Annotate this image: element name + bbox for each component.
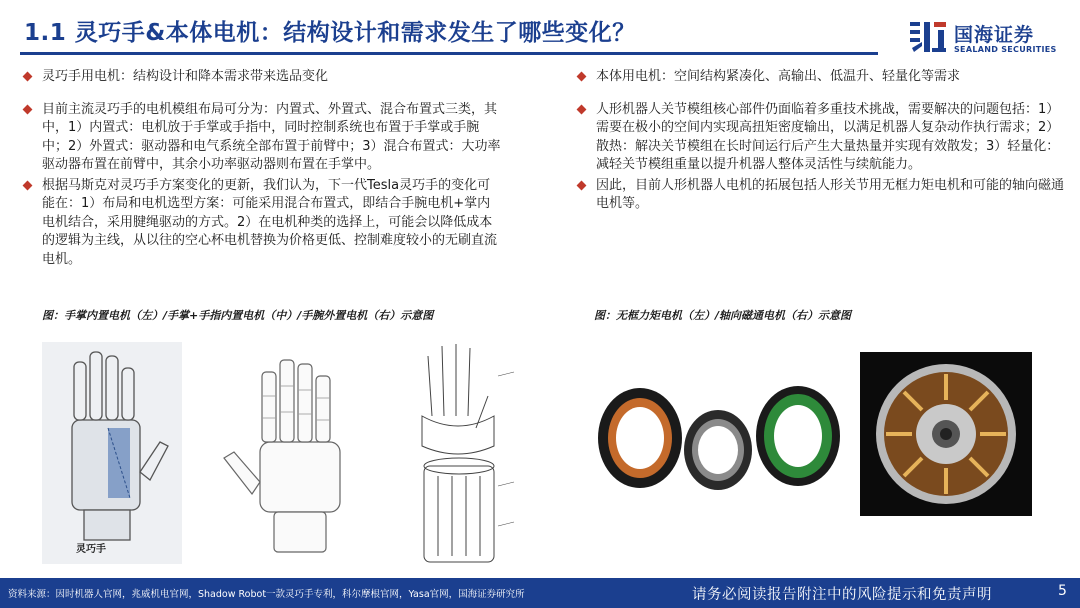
left-bullet-heading: 灵巧手用电机：结构设计和降本需求带来选品变化 [22,68,502,87]
dexterous-hand-label: 灵巧手 [76,544,106,555]
brand-name-cn: 国海证券 [954,24,1035,46]
palm-motor-hand-image [42,342,182,564]
footer-disclaimer: 请务必阅读报告附注中的风险提示和免责声明 [692,587,992,603]
page-number: 5 [1058,583,1067,599]
page-title: 1.1 灵巧手&本体电机：结构设计和需求发生了哪些变化？ [24,20,636,46]
palm-finger-motor-hand-image [216,342,386,562]
right-bullet-conclusion: 因此，目前人形机器人电机的拓展包括人形关节用无框力矩电机和可能的轴向磁通电机等。 [576,177,1066,214]
right-bullet-heading: 本体用电机：空间结构紧凑化、高输出、低温升、轻量化等需求 [576,68,1066,87]
footer-bar [0,578,1080,608]
sealand-logo-icon [908,18,948,58]
right-column [576,68,1066,214]
brand-name-en: SEALAND SECURITIES [954,45,1057,54]
left-bullet-tesla: 根据马斯克对灵巧手方案变化的更新，我们认为，下一代Tesla灵巧手的变化可能在：1）布局和电机选型方案：可能采用混合布置式，即结合手腕电机+掌内电机结合，采用腱绳驱动的方式。2）在电机种类的选择上，可能会以降低成本的逻辑为主线，从以往的空心杯电机替换为价格更低、控制难度较小的无刷直流电机。 [22,177,502,270]
frameless-torque-motor-image [594,378,842,498]
left-column [22,68,502,269]
right-figure-caption: 图：无框力矩电机（左）/轴向磁通电机（右）示意图 [594,309,852,322]
footer-source: 资料来源：因时机器人官网，兆威机电官网，Shadow Robot一款灵巧手专利，科尔摩根官网，Yasa官网，国海证券研究所 [8,589,525,600]
right-bullet-challenges: 人形机器人关节模组核心部件仍面临着多重技术挑战，需要解决的问题包括：1）需要在极小的空间内实现高扭矩密度输出，以满足机器人复杂动作执行需求；2）散热：解决关节模组在长时间运行后产生大量热量并实现有效散发；3）轻量化：减轻关节模组重量以提升机器人整体灵活性与续航能力。 [576,101,1066,175]
title-divider [20,52,878,55]
left-figure-caption: 图：手掌内置电机（左）/手掌+手指内置电机（中）/手腕外置电机（右）示意图 [42,309,434,322]
wrist-motor-hand-image [398,336,520,572]
brand-logo [908,18,1068,62]
left-bullet-layout: 目前主流灵巧手的电机模组布局可分为：内置式、外置式、混合布置式三类，其中，1）内置式：电机放于手掌或手指中，同时控制系统也布置于手掌或手腕中；2）外置式：驱动器和电气系统全部布置于前臂中；3）混合布置式：大功率驱动器布置在前臂中，其余小功率驱动器则布置在手掌中。 [22,101,502,175]
axial-flux-motor-image [860,352,1032,516]
